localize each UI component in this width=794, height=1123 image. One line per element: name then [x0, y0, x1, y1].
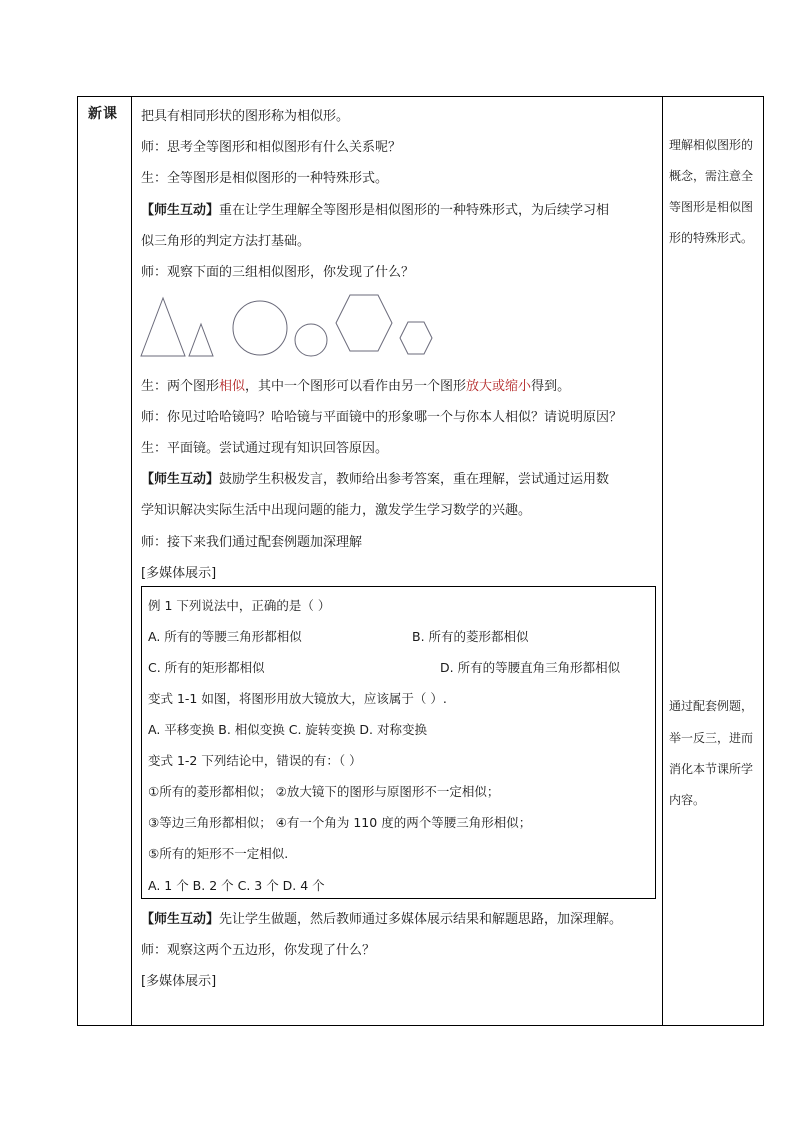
example-1-option-d: D. 所有的等腰直角三角形都相似: [440, 660, 621, 675]
note-2-line-2: 举一反三，进而: [669, 731, 754, 745]
notes-column: [662, 97, 763, 1025]
interaction-line-2: [141, 468, 609, 487]
interaction-text: 鼓励学生积极发言，教师给出参考答案，重在理解，尝试通过运用数: [219, 472, 610, 487]
variant-1-2-options: A. 1 个 B. 2 个 C. 3 个 D. 4 个: [148, 878, 325, 893]
note-2-line-1: 通过配套例题，: [669, 699, 754, 713]
note-1-line-4: 形的特殊形式。: [669, 231, 754, 245]
teacher-question-3: 师：你见过哈哈镜吗？哈哈镜与平面镜中的形象哪一个与你本人相似？请说明原因？: [141, 410, 623, 425]
main-content-column: [132, 97, 662, 1025]
variant-1-2-question: 变式 1-2 下列结论中，错误的有：（ ）: [148, 753, 362, 768]
small-circle: [295, 324, 327, 356]
interaction-text: 先让学生做题，然后教师通过多媒体展示结果和解题思路，加深理解。: [219, 912, 623, 927]
variant-1-2-statement-1: ①所有的菱形都相似； ②放大镜下的图形与原图形不一定相似；: [148, 784, 500, 799]
interaction-line-1-cont: 似三角形的判定方法打基础。: [141, 234, 311, 249]
student-answer-2: 生：两个图形相似，其中一个图形可以看作由另一个图形放大或缩小得到。: [141, 379, 571, 394]
example-1-option-c: C. 所有的矩形都相似: [148, 660, 265, 675]
example-1-option-b: B. 所有的菱形都相似: [412, 629, 529, 644]
teacher-prompt-examples: 师：接下来我们通过配套例题加深理解: [141, 535, 363, 550]
student-answer-3: 生：平面镜。尝试通过现有知识回答原因。: [141, 441, 389, 456]
variant-1-2-statement-3: ⑤所有的矩形不一定相似.: [148, 846, 289, 861]
highlight-scale: 放大或缩小: [466, 379, 532, 394]
interaction-tag: 【师生互动】: [141, 472, 220, 487]
interaction-text: 重在让学生理解全等图形是相似图形的一种特殊形式，为后续学习相: [219, 203, 610, 218]
example-box: [141, 586, 656, 899]
note-2-line-4: 内容。: [669, 793, 706, 807]
note-1-line-1: 理解相似图形的: [669, 138, 754, 152]
note-1-line-2: 概念，需注意全: [669, 169, 754, 183]
highlight-similar: 相似: [219, 379, 246, 394]
interaction-line-2-cont: 学知识解决实际生活中出现问题的能力，激发学生学习数学的兴趣。: [141, 503, 532, 518]
definition-line: 把具有相同形状的图形称为相似形。: [141, 109, 350, 124]
interaction-line-3: [141, 908, 622, 927]
note-1-line-3: 等图形是相似图: [669, 200, 754, 214]
note-2-line-3: 消化本节课所学: [669, 762, 754, 776]
section-column: [78, 97, 132, 1025]
student-answer-1: 生：全等图形是相似图形的一种特殊形式。: [141, 171, 389, 186]
small-hexagon: [400, 322, 432, 354]
example-1-option-a: A. 所有的等腰三角形都相似: [148, 629, 302, 644]
interaction-line-1: [141, 199, 609, 218]
multimedia-label-1: [多媒体展示]: [141, 566, 217, 581]
variant-1-2-statement-2: ③等边三角形都相似； ④有一个角为 110 度的两个等腰三角形相似；: [148, 815, 532, 830]
section-label: 新课: [88, 106, 118, 122]
interaction-tag: 【师生互动】: [141, 912, 220, 927]
large-triangle: [141, 298, 185, 356]
teacher-question-1: 师：思考全等图形和相似图形有什么关系呢？: [141, 140, 402, 155]
multimedia-label-2: [多媒体展示]: [141, 974, 217, 989]
example-1-question: 例 1 下列说法中，正确的是（ ）: [148, 598, 331, 613]
variant-1-1-question: 变式 1-1 如图，将图形用放大镜放大，应该属于（ ）.: [148, 691, 447, 706]
variant-1-1-options: A. 平移变换 B. 相似变换 C. 旋转变换 D. 对称变换: [148, 722, 427, 737]
teacher-question-4: 师：观察这两个五边形，你发现了什么？: [141, 943, 376, 958]
lesson-table: [77, 96, 764, 1026]
large-hexagon: [336, 295, 392, 351]
large-circle: [233, 301, 287, 355]
interaction-tag: 【师生互动】: [141, 203, 220, 218]
small-triangle: [189, 324, 213, 356]
similar-shapes-figure: [140, 292, 440, 360]
teacher-question-2: 师：观察下面的三组相似图形，你发现了什么？: [141, 265, 415, 280]
